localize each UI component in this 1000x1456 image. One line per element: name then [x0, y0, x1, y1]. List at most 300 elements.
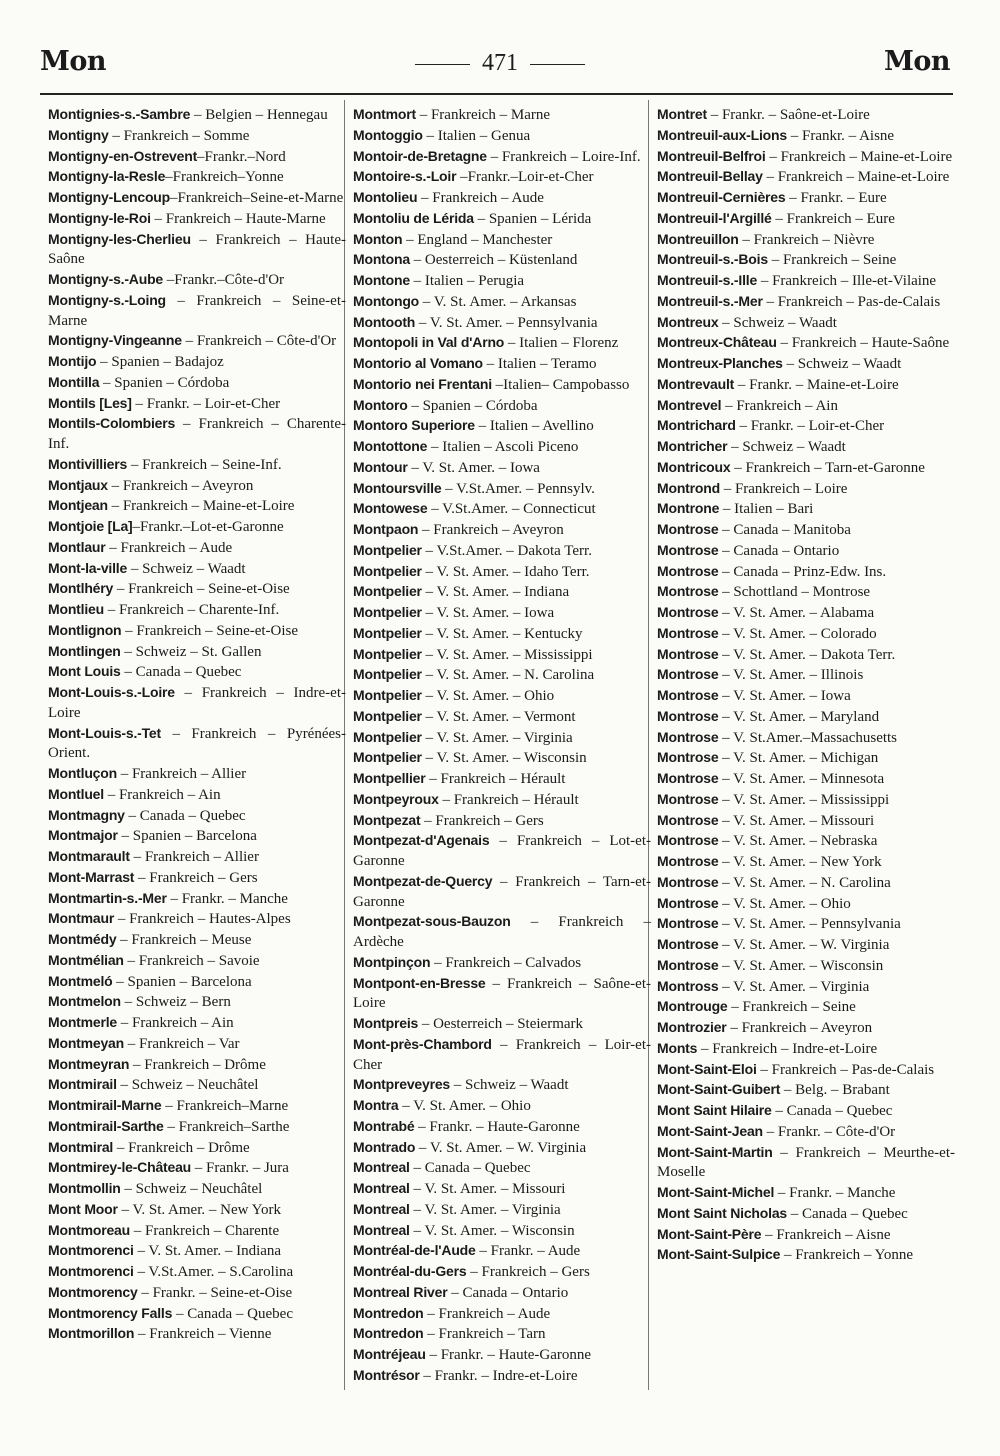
- entry-location: – Frankreich – Seine-et-Oise: [121, 622, 299, 639]
- entry-location: – Frankreich – Haute-Saône: [48, 231, 346, 268]
- gazetteer-entry: [353, 603, 651, 624]
- entry-location: – Canada – Quebec: [409, 1160, 531, 1177]
- entry-location: – Frankr. – Seine-et-Oise: [137, 1284, 293, 1301]
- entry-location: – V. St. Amer. – Minnesota: [718, 771, 885, 787]
- gazetteer-entry: [48, 1200, 346, 1221]
- gazetteer-entry: [657, 977, 955, 998]
- gazetteer-entry: [48, 1055, 346, 1076]
- entry-headword: Montross: [657, 977, 719, 994]
- gazetteer-entry: [48, 1096, 346, 1117]
- entry-location: – Frankreich – Maine-et-Loire: [762, 169, 950, 186]
- entry-headword: Montmirail: [48, 1076, 117, 1093]
- gazetteer-entry: [48, 331, 346, 352]
- gazetteer-entry: [353, 1075, 651, 1096]
- entry-location: – Schweiz – Waadt: [727, 439, 846, 455]
- entry-location: – Canada – Quebec: [124, 807, 246, 824]
- dash-rule-right: [530, 64, 585, 65]
- entry-location: – Frankreich – Ille-et-Vilaine: [757, 273, 937, 289]
- gazetteer-entry: [657, 354, 955, 375]
- entry-headword: Montjean: [48, 497, 108, 514]
- entry-headword: Montpelier: [353, 583, 422, 600]
- entry-headword: Montilla: [48, 373, 100, 390]
- gazetteer-entry: [353, 811, 651, 832]
- entry-headword: Montorio al Vomano: [353, 355, 483, 371]
- entry-location: –Frankr.–Côte-d'Or: [163, 272, 285, 288]
- entry-headword: Montoggio: [353, 126, 423, 143]
- entry-location: – Frankreich – Seine-et-Oise: [113, 581, 290, 598]
- entry-location: – Frankr. – Manche: [166, 890, 288, 907]
- entry-headword: Montreal River: [353, 1283, 448, 1300]
- gazetteer-entry: [657, 1060, 955, 1081]
- gazetteer-entry: [657, 645, 955, 666]
- entry-headword: Montpelier: [353, 749, 422, 766]
- entry-headword: Montmelon: [48, 993, 121, 1010]
- entry-headword: Montpreveyres: [353, 1076, 450, 1093]
- entry-headword: Monton: [353, 230, 403, 247]
- entry-location: – Frankreich – Meuse: [116, 932, 252, 948]
- entry-location: – Frankreich – Seine: [767, 252, 897, 269]
- gazetteer-entry: [48, 270, 346, 291]
- gazetteer-entry: [48, 1075, 346, 1096]
- entry-location: – Frankreich – Yonne: [780, 1247, 914, 1264]
- entry-headword: Montpont-en-Bresse: [353, 974, 486, 991]
- entry-location: – Frankreich – Tarn-et-Garonne: [353, 873, 651, 910]
- gazetteer-entry: [48, 764, 346, 785]
- entry-headword: Montjoie [La]: [48, 518, 133, 534]
- entry-headword: Montmeyan: [48, 1034, 124, 1051]
- entry-location: – Schweiz – Waadt: [718, 314, 837, 331]
- entry-location: – Frankr. – Maine-et-Loire: [734, 376, 899, 393]
- entry-location: – Schweiz – Neuchâtel: [116, 1077, 259, 1094]
- entry-location: – V. St. Amer. – Mississippi: [421, 646, 593, 663]
- entry-headword: Montpellier: [353, 770, 426, 786]
- gazetteer-entry: [657, 686, 955, 707]
- gazetteer-entry: [353, 1096, 651, 1117]
- entry-location: – Frankreich – Ain: [117, 1015, 234, 1031]
- entry-location: – Spanien – Badajoz: [96, 354, 224, 370]
- entry-location: – Italien – Perugia: [409, 273, 525, 289]
- entry-location: – V. St. Amer. – Ohio: [718, 895, 851, 912]
- entry-headword: Montils-Colombiers: [48, 415, 176, 432]
- entry-headword: Mont-près-Chambord: [353, 1035, 492, 1052]
- entry-headword: Montpelier: [353, 687, 422, 703]
- entry-headword: Monts: [657, 1039, 698, 1056]
- entry-location: – Frankreich – Hautes-Alpes: [114, 911, 291, 928]
- gazetteer-entry: [353, 479, 651, 500]
- entry-headword: Montmédy: [48, 931, 117, 947]
- entry-headword: Mont-Saint-Eloi: [657, 1060, 757, 1077]
- entry-headword: Montréjeau: [353, 1346, 426, 1362]
- entry-headword: Mont-Saint-Martin: [657, 1143, 773, 1160]
- entry-location: – Frankreich – Vienne: [134, 1326, 272, 1343]
- entry-location: – V. St. Amer. – Wisconsin: [718, 957, 884, 974]
- entry-headword: Montpezat: [353, 811, 421, 828]
- gazetteer-entry: [353, 1221, 651, 1242]
- entry-location: – V. St. Amer. – Wisconsin: [421, 750, 587, 767]
- entry-headword: Montreuil-s.-Bois: [657, 251, 768, 268]
- entry-headword: Montpelier: [353, 541, 422, 558]
- entry-location: – V. St. Amer. – New York: [117, 1201, 281, 1218]
- entry-headword: Montrose: [657, 915, 719, 932]
- entry-headword: Montricoux: [657, 458, 731, 475]
- entry-location: –Frankr.–Nord: [197, 148, 286, 165]
- entry-headword: Montreal: [353, 1221, 410, 1238]
- gazetteer-entry: [48, 724, 346, 765]
- gazetteer-entry: [353, 209, 651, 230]
- gazetteer-entry: [353, 645, 651, 666]
- entry-headword: Montreal: [353, 1159, 410, 1176]
- entry-location: – Frankr. – Loir-et-Cher: [131, 395, 281, 412]
- entry-headword: Montpezat-d'Agenais: [353, 832, 490, 849]
- gazetteer-entry: [353, 541, 651, 562]
- entry-headword: Montrond: [657, 479, 720, 496]
- entry-location: – V. St. Amer. – N. Carolina: [421, 667, 595, 684]
- entry-location: – Spanien – Córdoba: [407, 397, 538, 414]
- gazetteer-entry: [657, 728, 955, 749]
- gazetteer-entry: [48, 1304, 346, 1325]
- entry-location: – V. St. Amer. – Pennsylvania: [718, 916, 901, 933]
- entry-location: – V. St. Amer. – Indiana: [421, 584, 570, 601]
- entry-headword: Montmirail-Sarthe: [48, 1117, 164, 1134]
- entry-location: – V. St. Amer. – Ohio: [398, 1098, 531, 1114]
- entry-headword: Montréal-de-l'Aude: [353, 1242, 476, 1259]
- entry-headword: Montottone: [353, 438, 428, 454]
- entry-headword: Montlieu: [48, 601, 104, 617]
- entry-headword: Mont Moor: [48, 1200, 118, 1217]
- entry-headword: Montooth: [353, 313, 416, 330]
- entry-location: – Frankreich – Pas-de-Calais: [756, 1061, 935, 1078]
- gazetteer-entry: [48, 1262, 346, 1283]
- entry-headword: Montigny-les-Cherlieu: [48, 230, 191, 247]
- gazetteer-entry: [48, 496, 346, 517]
- entry-headword: Mont-la-ville: [48, 559, 128, 576]
- column-1: [48, 105, 346, 1345]
- column-2: [353, 105, 651, 1387]
- entry-location: – Frankreich – Haute-Saône: [776, 335, 950, 352]
- entry-headword: Montignies-s.-Sambre: [48, 106, 191, 122]
- gazetteer-entry: [48, 642, 346, 663]
- entry-location: – Frankreich – Aveyron: [726, 1020, 873, 1036]
- entry-location: – Frankreich – Lot-et-Garonne: [353, 833, 651, 869]
- entry-headword: Montrose: [657, 521, 719, 537]
- entry-location: – England – Manchester: [402, 231, 553, 248]
- entry-headword: Montrose: [657, 583, 719, 600]
- gazetteer-entry: [353, 1304, 651, 1325]
- entry-headword: Montmorency: [48, 1283, 138, 1300]
- entry-location: – V. St. Amer. – Virginia: [421, 729, 573, 746]
- gazetteer-entry: [353, 1283, 651, 1304]
- entry-headword: Montreux-Château: [657, 334, 777, 351]
- entry-headword: Montmeló: [48, 972, 113, 989]
- entry-location: – V.St.Amer. – Dakota Terr.: [421, 542, 592, 559]
- entry-location: – V.St.Amer. – Pennsylv.: [441, 480, 595, 497]
- entry-headword: Montréal-du-Gers: [353, 1263, 467, 1279]
- gazetteer-entry: [353, 872, 651, 913]
- entry-location: – Frankreich – Savoie: [123, 952, 260, 969]
- gazetteer-entry: [48, 806, 346, 827]
- gazetteer-entry: [657, 956, 955, 977]
- gazetteer-entry: [657, 416, 955, 437]
- gazetteer-entry: [353, 1241, 651, 1262]
- entry-location: – Italien – Teramo: [482, 356, 597, 372]
- gazetteer-entry: [657, 624, 955, 645]
- entry-headword: Montrozier: [657, 1019, 727, 1035]
- entry-headword: Mont Saint Nicholas: [657, 1204, 787, 1221]
- entry-headword: Montpreis: [353, 1015, 419, 1031]
- entry-location: – Canada – Manitoba: [718, 522, 851, 538]
- entry-location: – Frankr. – Aisne: [786, 127, 895, 144]
- entry-location: – Frankreich – Nièvre: [738, 231, 875, 248]
- gazetteer-entry: [48, 1241, 346, 1262]
- gazetteer-entry: [353, 665, 651, 686]
- gazetteer-entry: [48, 826, 346, 847]
- entry-location: – Spanien – Barcelona: [112, 973, 252, 990]
- gazetteer-entry: [353, 1035, 651, 1076]
- entry-headword: Montoro Superiore: [353, 417, 475, 434]
- gazetteer-entry: [657, 1143, 955, 1184]
- gazetteer-entry: [657, 1018, 955, 1039]
- entry-location: – Frankreich – Eure: [771, 210, 895, 227]
- entry-location: – V. St. Amer. – Virginia: [409, 1201, 561, 1218]
- entry-location: – Frankreich – Seine-et-Marne: [48, 292, 346, 329]
- gazetteer-entry: [48, 1283, 346, 1304]
- entry-headword: Montpelier: [353, 707, 422, 724]
- entry-headword: Montmiral: [48, 1138, 114, 1155]
- entry-headword: Montreux: [657, 313, 719, 330]
- entry-location: – Oesterreich – Steiermark: [418, 1016, 584, 1032]
- entry-location: – Frankreich – Ardèche: [353, 914, 651, 950]
- entry-location: – Italien – Avellino: [474, 418, 594, 435]
- gazetteer-entry: [657, 1080, 955, 1101]
- entry-headword: Montrevault: [657, 375, 735, 392]
- entry-location: – Frankreich – Seine: [727, 999, 856, 1016]
- entry-headword: Montrose: [657, 936, 719, 952]
- gazetteer-entry: [657, 147, 955, 168]
- entry-headword: Montreuil-Cernières: [657, 189, 786, 205]
- entry-headword: Montret: [657, 106, 707, 122]
- entry-headword: Montreuil-aux-Lions: [657, 126, 787, 143]
- entry-location: – V.St.Amer. – Connecticut: [427, 501, 596, 518]
- gazetteer-entry: [353, 953, 651, 974]
- gazetteer-entry: [657, 665, 955, 686]
- gazetteer-entry: [48, 868, 346, 889]
- entry-location: – Canada – Quebec: [120, 664, 242, 681]
- entry-location: – Frankreich – Gers: [134, 869, 258, 886]
- entry-headword: Montpezat-sous-Bauzon: [353, 913, 511, 930]
- entry-headword: Mont-Marrast: [48, 868, 135, 885]
- entry-location: – Frankreich – Meurthe-et-Moselle: [657, 1144, 955, 1181]
- gazetteer-entry: [353, 250, 651, 271]
- entry-location: – V. St. Amer. – Michigan: [718, 750, 879, 767]
- entry-headword: Montpelier: [353, 728, 422, 745]
- entry-location: – Frankreich – Saône-et-Loire: [353, 975, 651, 1012]
- entry-headword: Montpeyroux: [353, 790, 439, 807]
- entry-headword: Montmagny: [48, 806, 125, 823]
- entry-headword: Montrose: [657, 873, 719, 890]
- entry-location: – Frankreich – Calvados: [430, 954, 582, 971]
- gazetteer-entry: [48, 414, 346, 455]
- entry-location: – Frankreich–Marne: [161, 1098, 289, 1114]
- entry-location: – Belgien – Hennegau: [190, 107, 328, 123]
- entry-headword: Montrose: [657, 770, 719, 786]
- entry-headword: Montpelier: [353, 604, 422, 620]
- entry-headword: Montrose: [657, 832, 719, 849]
- entry-headword: Montreuil-s.-Ille: [657, 272, 758, 288]
- entry-location: – V. St. Amer. – Nebraska: [718, 833, 878, 850]
- gazetteer-entry: [48, 579, 346, 600]
- entry-location: – Frankr. – Eure: [785, 190, 887, 206]
- entry-location: –Frankreich–Seine-et-Marne: [170, 190, 344, 206]
- gazetteer-entry: [657, 603, 955, 624]
- entry-headword: Mont-Saint-Jean: [657, 1122, 763, 1139]
- gazetteer-entry: [657, 541, 955, 562]
- gazetteer-entry: [48, 455, 346, 476]
- gazetteer-entry: [353, 1014, 651, 1035]
- entry-location: – V. St. Amer. – W. Virginia: [718, 937, 890, 953]
- gazetteer-entry: [657, 914, 955, 935]
- entry-location: – Canada – Ontario: [718, 542, 840, 559]
- entry-headword: Mont-Louis-s.-Tet: [48, 724, 161, 741]
- entry-location: – Frankreich – Loire: [719, 480, 848, 497]
- gazetteer-entry: [353, 1345, 651, 1366]
- gazetteer-entry: [353, 1366, 651, 1387]
- gazetteer-entry: [353, 333, 651, 354]
- entry-location: – Frankreich – Allier: [129, 849, 259, 865]
- gazetteer-entry: [48, 951, 346, 972]
- entry-location: –Frankreich–Yonne: [165, 169, 284, 186]
- entry-location: – Frankreich – Loir-et-Cher: [353, 1036, 651, 1073]
- entry-location: – Spanien – Barcelona: [117, 828, 257, 845]
- entry-headword: Montigny-s.-Loing: [48, 291, 166, 308]
- entry-location: – Frankreich – Tarn-et-Garonne: [730, 459, 925, 476]
- entry-location: – V. St. Amer. – W. Virginia: [415, 1139, 587, 1156]
- entry-location: – V. St. Amer. – Iowa: [718, 688, 851, 704]
- gazetteer-entry: [48, 1117, 346, 1138]
- entry-location: – Frankreich – Pyrénées-Orient.: [48, 725, 346, 762]
- entry-location: – Italien – Bari: [719, 501, 814, 518]
- gazetteer-entry: [48, 1324, 346, 1345]
- entry-headword: Mont Saint Hilaire: [657, 1102, 772, 1118]
- gazetteer-entry: [48, 188, 346, 209]
- entry-headword: Montpinçon: [353, 953, 431, 970]
- entry-headword: Montmélian: [48, 951, 124, 968]
- gazetteer-entry: [48, 147, 346, 168]
- entry-location: – Frankreich – Hérault: [425, 771, 566, 787]
- gazetteer-entry: [657, 811, 955, 832]
- entry-headword: Montra: [353, 1097, 399, 1113]
- entry-headword: Montrose: [657, 541, 719, 558]
- gazetteer-entry: [657, 396, 955, 417]
- gazetteer-entry: [657, 375, 955, 396]
- page-number-text: 471: [482, 50, 518, 76]
- entry-headword: Montpelier: [353, 645, 422, 662]
- gazetteer-entry: [48, 230, 346, 271]
- entry-location: – Frankreich – Somme: [108, 127, 250, 144]
- entry-headword: Montreal: [353, 1180, 410, 1196]
- gazetteer-entry: [657, 562, 955, 583]
- entry-headword: Montrose: [657, 728, 719, 745]
- entry-location: – Spanien – Lérida: [473, 210, 592, 227]
- gazetteer-entry: [48, 785, 346, 806]
- gazetteer-entry: [353, 769, 651, 790]
- entry-headword: Mont Louis: [48, 663, 121, 680]
- gazetteer-entry: [48, 621, 346, 642]
- gazetteer-entry: [657, 582, 955, 603]
- gazetteer-entry: [48, 394, 346, 415]
- entry-headword: Montigny-la-Resle: [48, 168, 166, 185]
- entry-headword: Montopoli in Val d'Arno: [353, 334, 505, 351]
- entry-headword: Montmerle: [48, 1014, 117, 1030]
- entry-headword: Montrouge: [657, 998, 728, 1015]
- gazetteer-entry: [657, 437, 955, 458]
- entry-headword: Montrone: [657, 500, 720, 517]
- entry-location: – V. St. Amer. – Virginia: [718, 978, 870, 995]
- gazetteer-entry: [353, 1158, 651, 1179]
- entry-headword: Montigny-Vingeanne: [48, 332, 182, 349]
- gazetteer-entry: [657, 333, 955, 354]
- gazetteer-entry: [657, 852, 955, 873]
- gazetteer-entry: [48, 167, 346, 188]
- entry-headword: Montmajor: [48, 827, 118, 844]
- entry-location: – Frankreich – Charente-Inf.: [48, 416, 346, 452]
- entry-location: – Frankreich – Hérault: [438, 791, 579, 808]
- gazetteer-entry: [353, 147, 651, 168]
- entry-headword: Montijo: [48, 353, 97, 369]
- gazetteer-entry: [353, 1179, 651, 1200]
- gazetteer-entry: [353, 520, 651, 541]
- entry-headword: Montreuil-Bellay: [657, 168, 763, 185]
- entry-location: – Frankr. – Manche: [774, 1185, 896, 1201]
- gazetteer-entry: [48, 517, 346, 538]
- entry-headword: Montricher: [657, 438, 728, 454]
- gazetteer-entry: [353, 105, 651, 126]
- entry-headword: Montrose: [657, 853, 719, 869]
- entry-location: – Frankreich – Haute-Marne: [150, 210, 326, 227]
- gazetteer-entry: [657, 271, 955, 292]
- entry-headword: Montigny-le-Roi: [48, 209, 151, 226]
- entry-location: – Frankreich – Seine-Inf.: [127, 456, 282, 473]
- entry-headword: Montrichard: [657, 417, 736, 434]
- entry-location: – V. St. Amer. – Missouri: [718, 812, 875, 829]
- entry-location: – Frankreich – Var: [124, 1035, 240, 1052]
- gazetteer-entry: [657, 499, 955, 520]
- gazetteer-entry: [48, 126, 346, 147]
- gazetteer-entry: [353, 748, 651, 769]
- gazetteer-entry: [48, 559, 346, 580]
- entry-location: – V. St. Amer. – Indiana: [133, 1243, 282, 1260]
- entry-headword: Montmorillon: [48, 1325, 135, 1342]
- entry-headword: Mont-Saint-Sulpice: [657, 1246, 781, 1263]
- gazetteer-entry: [657, 769, 955, 790]
- entry-location: – Frankreich – Maine-et-Loire: [765, 148, 953, 165]
- entry-headword: Montredon: [353, 1304, 424, 1321]
- entry-location: – Italien – Ascoli Piceno: [427, 439, 579, 455]
- entry-location: – Frankr. – Indre-et-Loire: [419, 1367, 578, 1384]
- gazetteer-entry: [657, 250, 955, 271]
- gazetteer-entry: [353, 1138, 651, 1159]
- entry-headword: Montpezat-de-Quercy: [353, 872, 493, 889]
- entry-location: – V. St. Amer. – Missouri: [409, 1181, 566, 1197]
- entry-location: – Frankr. – Haute-Garonne: [414, 1118, 580, 1135]
- entry-location: – Frankr. – Loir-et-Cher: [735, 418, 885, 435]
- entry-location: – V. St. Amer. – Alabama: [718, 605, 875, 621]
- gazetteer-entry: [657, 997, 955, 1018]
- gazetteer-entry: [48, 889, 346, 910]
- gazetteer-entry: [48, 909, 346, 930]
- entry-headword: Montlingen: [48, 642, 121, 659]
- entry-location: – Frankr. – Jura: [191, 1160, 289, 1177]
- entry-location: – Frankreich – Côte-d'Or: [181, 333, 337, 350]
